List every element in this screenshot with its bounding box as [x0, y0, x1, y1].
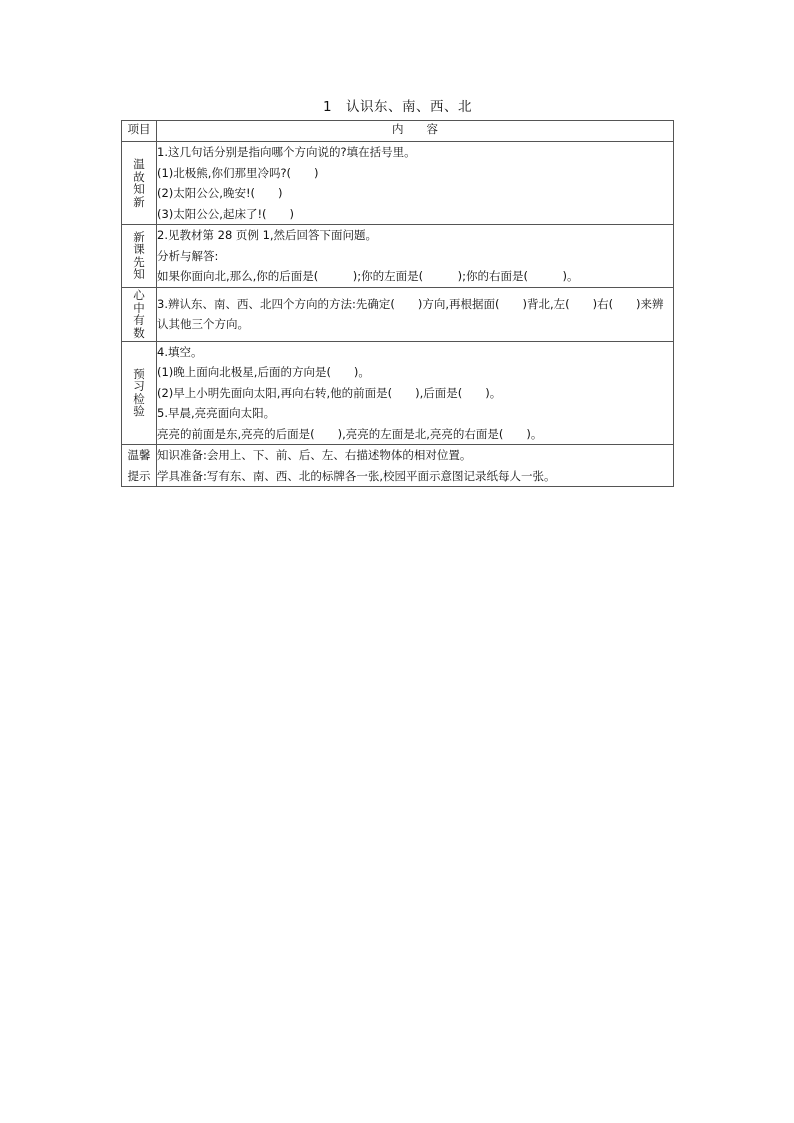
- row-label-text: 温馨提示: [127, 448, 151, 483]
- content-line: (2)早上小明先面向太阳,再向右转,他的前面是( ),后面是( )。: [157, 385, 502, 400]
- row-content-preview: [157, 225, 674, 288]
- row-content-tips: [157, 445, 674, 487]
- row-label-review: [122, 142, 157, 225]
- row-content-method: [157, 287, 674, 341]
- row-label-check: [122, 341, 157, 445]
- row-label-tips: [122, 445, 157, 487]
- worksheet-table: [121, 120, 674, 487]
- content-line: 5.早晨,亮亮面向太阳。: [157, 406, 276, 420]
- table-row-tips: [122, 445, 674, 487]
- table-row-preview: [122, 225, 674, 288]
- row-label-text: 心中有数: [133, 288, 145, 340]
- content-line: 亮亮的前面是东,亮亮的后面是( ),亮亮的左面是北,亮亮的右面是( )。: [157, 426, 543, 441]
- page-title: 1 认识东、南、西、北: [322, 99, 473, 115]
- content-line: (3)太阳公公,起床了!( ): [157, 206, 295, 221]
- content-line: 4.填空。: [157, 344, 203, 359]
- content-line: (1)晚上面向北极星,后面的方向是( )。: [157, 365, 370, 379]
- content-line: (2)太阳公公,晚安!( ): [157, 186, 283, 200]
- content-line: 学具准备:写有东、南、西、北的标牌各一张,校园平面示意图记录纸每人一张。: [157, 468, 556, 483]
- content-line: 1.这几句话分别是指向哪个方向说的?填在括号里。: [157, 145, 416, 159]
- row-label-text: 预习检验: [133, 366, 145, 419]
- content-line: 如果你面向北,那么,你的后面是( );你的左面是( );你的右面是( )。: [157, 269, 579, 283]
- content-line: 分析与解答:: [157, 248, 219, 263]
- row-content-review: [157, 142, 674, 225]
- content-line: 知识准备:会用上、下、前、后、左、右描述物体的相对位置。: [157, 448, 472, 462]
- row-label-preview: [122, 225, 157, 288]
- table-row-review: [122, 142, 674, 225]
- content-line: 2.见教材第 28 页例 1,然后回答下面问题。: [157, 228, 378, 242]
- content-line: 3.辨认东、南、西、北四个方向的方法:先确定( )方向,再根据面( )背北,左( )右( )来辨认其他三个方向。: [157, 296, 664, 331]
- header-label-cell: 项目: [122, 121, 157, 142]
- table-row-check: [122, 341, 674, 445]
- table-header-row: [122, 121, 674, 142]
- row-label-method: [122, 287, 157, 341]
- row-content-check: [157, 341, 674, 445]
- row-label-text: 新课先知: [133, 229, 145, 282]
- table-row-method: [122, 287, 674, 341]
- header-content-cell: 内 容: [157, 121, 674, 142]
- content-line: (1)北极熊,你们那里冷吗?( ): [157, 165, 319, 180]
- row-label-text: 温故知新: [133, 157, 145, 209]
